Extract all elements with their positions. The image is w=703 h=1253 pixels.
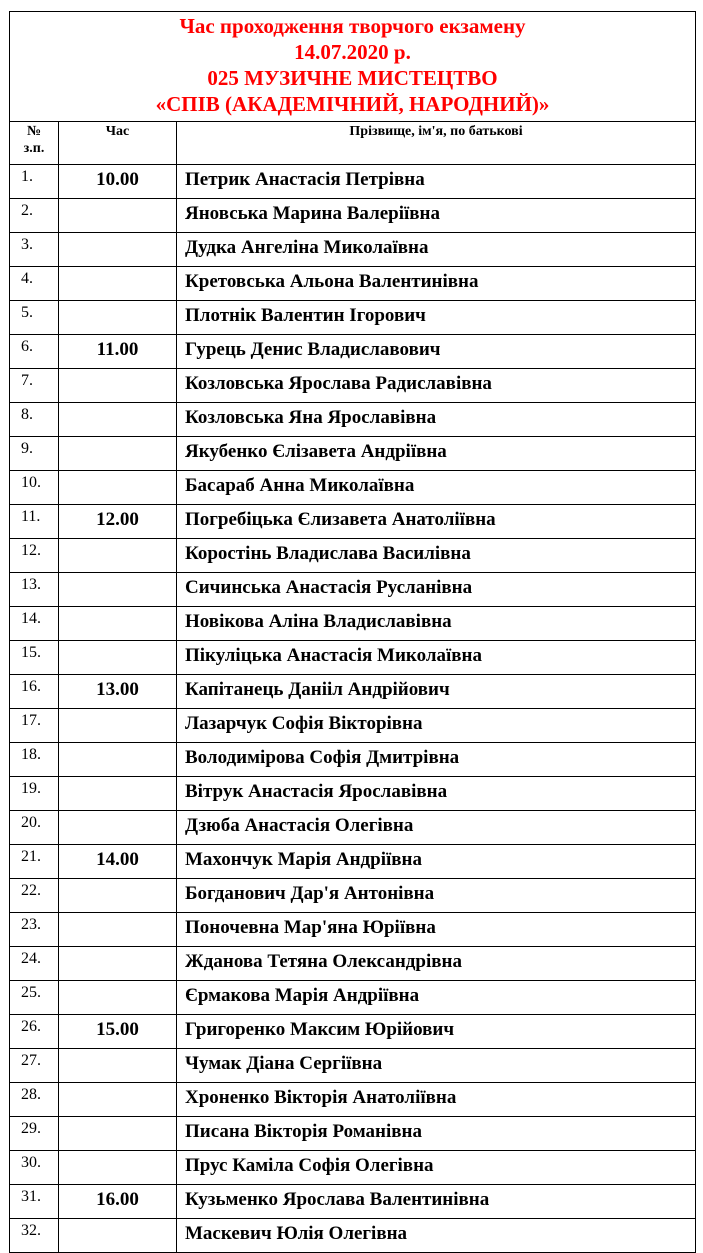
row-number: 14.: [10, 607, 59, 641]
row-name: Дудка Ангеліна Миколаївна: [177, 233, 696, 267]
table-row: [10, 437, 696, 471]
row-number: 5.: [10, 301, 59, 335]
row-time: 11.00: [59, 335, 177, 369]
table-row: [10, 913, 696, 947]
table-row: [10, 607, 696, 641]
row-name: Прус Каміла Софія Олегівна: [177, 1151, 696, 1185]
row-time: [59, 1049, 177, 1083]
row-time: [59, 641, 177, 675]
table-row: [10, 267, 696, 301]
row-time: [59, 879, 177, 913]
row-name: Маскевич Юлія Олегівна: [177, 1219, 696, 1253]
table-row: [10, 199, 696, 233]
row-number: 32.: [10, 1219, 59, 1253]
table-row: [10, 1015, 696, 1049]
table-row: [10, 879, 696, 913]
table-row: [10, 1117, 696, 1151]
row-name: Хроненко Вікторія Анатоліївна: [177, 1083, 696, 1117]
row-number: 24.: [10, 947, 59, 981]
row-name: Сичинська Анастасія Русланівна: [177, 573, 696, 607]
row-number: 22.: [10, 879, 59, 913]
row-time: [59, 913, 177, 947]
header-time: Час: [59, 122, 177, 165]
schedule-table-body: [10, 12, 696, 1253]
table-row: [10, 1083, 696, 1117]
row-name: Богданович Дар'я Антонівна: [177, 879, 696, 913]
row-time: 15.00: [59, 1015, 177, 1049]
row-time: [59, 607, 177, 641]
row-name: Кузьменко Ярослава Валентинівна: [177, 1185, 696, 1219]
row-name: Козловська Яна Ярославівна: [177, 403, 696, 437]
row-name: Єрмакова Марія Андріївна: [177, 981, 696, 1015]
table-row: [10, 947, 696, 981]
table-row: [10, 641, 696, 675]
schedule-table: [9, 11, 696, 1253]
table-row: [10, 233, 696, 267]
row-time: [59, 947, 177, 981]
table-row: [10, 403, 696, 437]
row-name: Вітрук Анастасія Ярославівна: [177, 777, 696, 811]
table-row: [10, 335, 696, 369]
row-name: Козловська Ярослава Радиславівна: [177, 369, 696, 403]
row-number: 13.: [10, 573, 59, 607]
row-time: [59, 743, 177, 777]
header-number-symbol: №: [26, 124, 42, 139]
row-time: [59, 233, 177, 267]
row-number: 7.: [10, 369, 59, 403]
row-name: Жданова Тетяна Олександрівна: [177, 947, 696, 981]
row-name: Кретовська Альона Валентинівна: [177, 267, 696, 301]
row-name: Володимірова Софія Дмитрівна: [177, 743, 696, 777]
row-time: 13.00: [59, 675, 177, 709]
row-time: [59, 403, 177, 437]
table-row: [10, 811, 696, 845]
row-number: 16.: [10, 675, 59, 709]
row-name: Погребіцька Єлизавета Анатоліївна: [177, 505, 696, 539]
table-row: [10, 1049, 696, 1083]
row-time: [59, 301, 177, 335]
row-name: Коростінь Владислава Василівна: [177, 539, 696, 573]
row-name: Басараб Анна Миколаївна: [177, 471, 696, 505]
row-number: 10.: [10, 471, 59, 505]
row-name: Петрик Анастасія Петрівна: [177, 165, 696, 199]
row-time: [59, 777, 177, 811]
title-row: [10, 12, 696, 122]
table-row: [10, 743, 696, 777]
row-time: [59, 573, 177, 607]
title-line-exam: Час проходження творчого екзамену: [179, 14, 526, 38]
row-time: 10.00: [59, 165, 177, 199]
header-row: [10, 122, 696, 165]
row-number: 21.: [10, 845, 59, 879]
header-number: [10, 122, 59, 165]
row-number: 17.: [10, 709, 59, 743]
row-time: [59, 267, 177, 301]
row-time: [59, 811, 177, 845]
row-time: 12.00: [59, 505, 177, 539]
row-name: Дзюба Анастасія Олегівна: [177, 811, 696, 845]
row-time: [59, 437, 177, 471]
row-time: [59, 709, 177, 743]
row-number: 2.: [10, 199, 59, 233]
row-name: Гурець Денис Владиславович: [177, 335, 696, 369]
row-number: 15.: [10, 641, 59, 675]
row-number: 29.: [10, 1117, 59, 1151]
table-row: [10, 369, 696, 403]
row-time: [59, 1219, 177, 1253]
table-row: [10, 505, 696, 539]
row-number: 3.: [10, 233, 59, 267]
table-row: [10, 675, 696, 709]
row-name: Якубенко Єлізавета Андріївна: [177, 437, 696, 471]
row-time: 16.00: [59, 1185, 177, 1219]
table-row: [10, 301, 696, 335]
row-name: Чумак Діана Сергіївна: [177, 1049, 696, 1083]
row-number: 6.: [10, 335, 59, 369]
table-row: [10, 845, 696, 879]
row-name: Поночевна Мар'яна Юріївна: [177, 913, 696, 947]
row-number: 8.: [10, 403, 59, 437]
title-line-date: 14.07.2020 р.: [294, 40, 411, 64]
row-name: Плотнік Валентин Ігорович: [177, 301, 696, 335]
table-row: [10, 471, 696, 505]
table-row: [10, 777, 696, 811]
row-number: 30.: [10, 1151, 59, 1185]
row-time: [59, 369, 177, 403]
row-number: 28.: [10, 1083, 59, 1117]
row-number: 11.: [10, 505, 59, 539]
table-row: [10, 165, 696, 199]
row-time: [59, 199, 177, 233]
title-line-program: «СПІВ (АКАДЕМІЧНИЙ, НАРОДНИЙ)»: [155, 92, 550, 116]
table-row: [10, 981, 696, 1015]
row-time: [59, 1151, 177, 1185]
table-row: [10, 1219, 696, 1253]
row-time: [59, 1083, 177, 1117]
title-line-specialty: 025 МУЗИЧНЕ МИСТЕЦТВО: [207, 66, 498, 90]
row-number: 31.: [10, 1185, 59, 1219]
row-name: Григоренко Максим Юрійович: [177, 1015, 696, 1049]
row-name: Писана Вікторія Романівна: [177, 1117, 696, 1151]
row-name: Новікова Аліна Владиславівна: [177, 607, 696, 641]
table-row: [10, 1185, 696, 1219]
row-number: 27.: [10, 1049, 59, 1083]
document-title: [10, 12, 696, 122]
row-number: 4.: [10, 267, 59, 301]
row-name: Капітанець Данііл Андрійович: [177, 675, 696, 709]
row-number: 25.: [10, 981, 59, 1015]
row-name: Пікуліцька Анастасія Миколаївна: [177, 641, 696, 675]
row-number: 9.: [10, 437, 59, 471]
row-time: [59, 539, 177, 573]
row-name: Махончук Марія Андріївна: [177, 845, 696, 879]
row-number: 23.: [10, 913, 59, 947]
table-row: [10, 1151, 696, 1185]
table-row: [10, 709, 696, 743]
row-number: 12.: [10, 539, 59, 573]
table-row: [10, 573, 696, 607]
row-name: Лазарчук Софія Вікторівна: [177, 709, 696, 743]
row-number: 18.: [10, 743, 59, 777]
exam-schedule-document: [9, 11, 695, 1253]
row-number: 19.: [10, 777, 59, 811]
row-number: 20.: [10, 811, 59, 845]
header-number-abbr: з.п.: [23, 141, 45, 156]
row-time: [59, 981, 177, 1015]
header-name: Прізвище, ім'я, по батькові: [177, 122, 696, 165]
row-time: [59, 1117, 177, 1151]
table-row: [10, 539, 696, 573]
row-name: Яновська Марина Валеріївна: [177, 199, 696, 233]
row-time: [59, 471, 177, 505]
row-number: 1.: [10, 165, 59, 199]
row-number: 26.: [10, 1015, 59, 1049]
row-time: 14.00: [59, 845, 177, 879]
